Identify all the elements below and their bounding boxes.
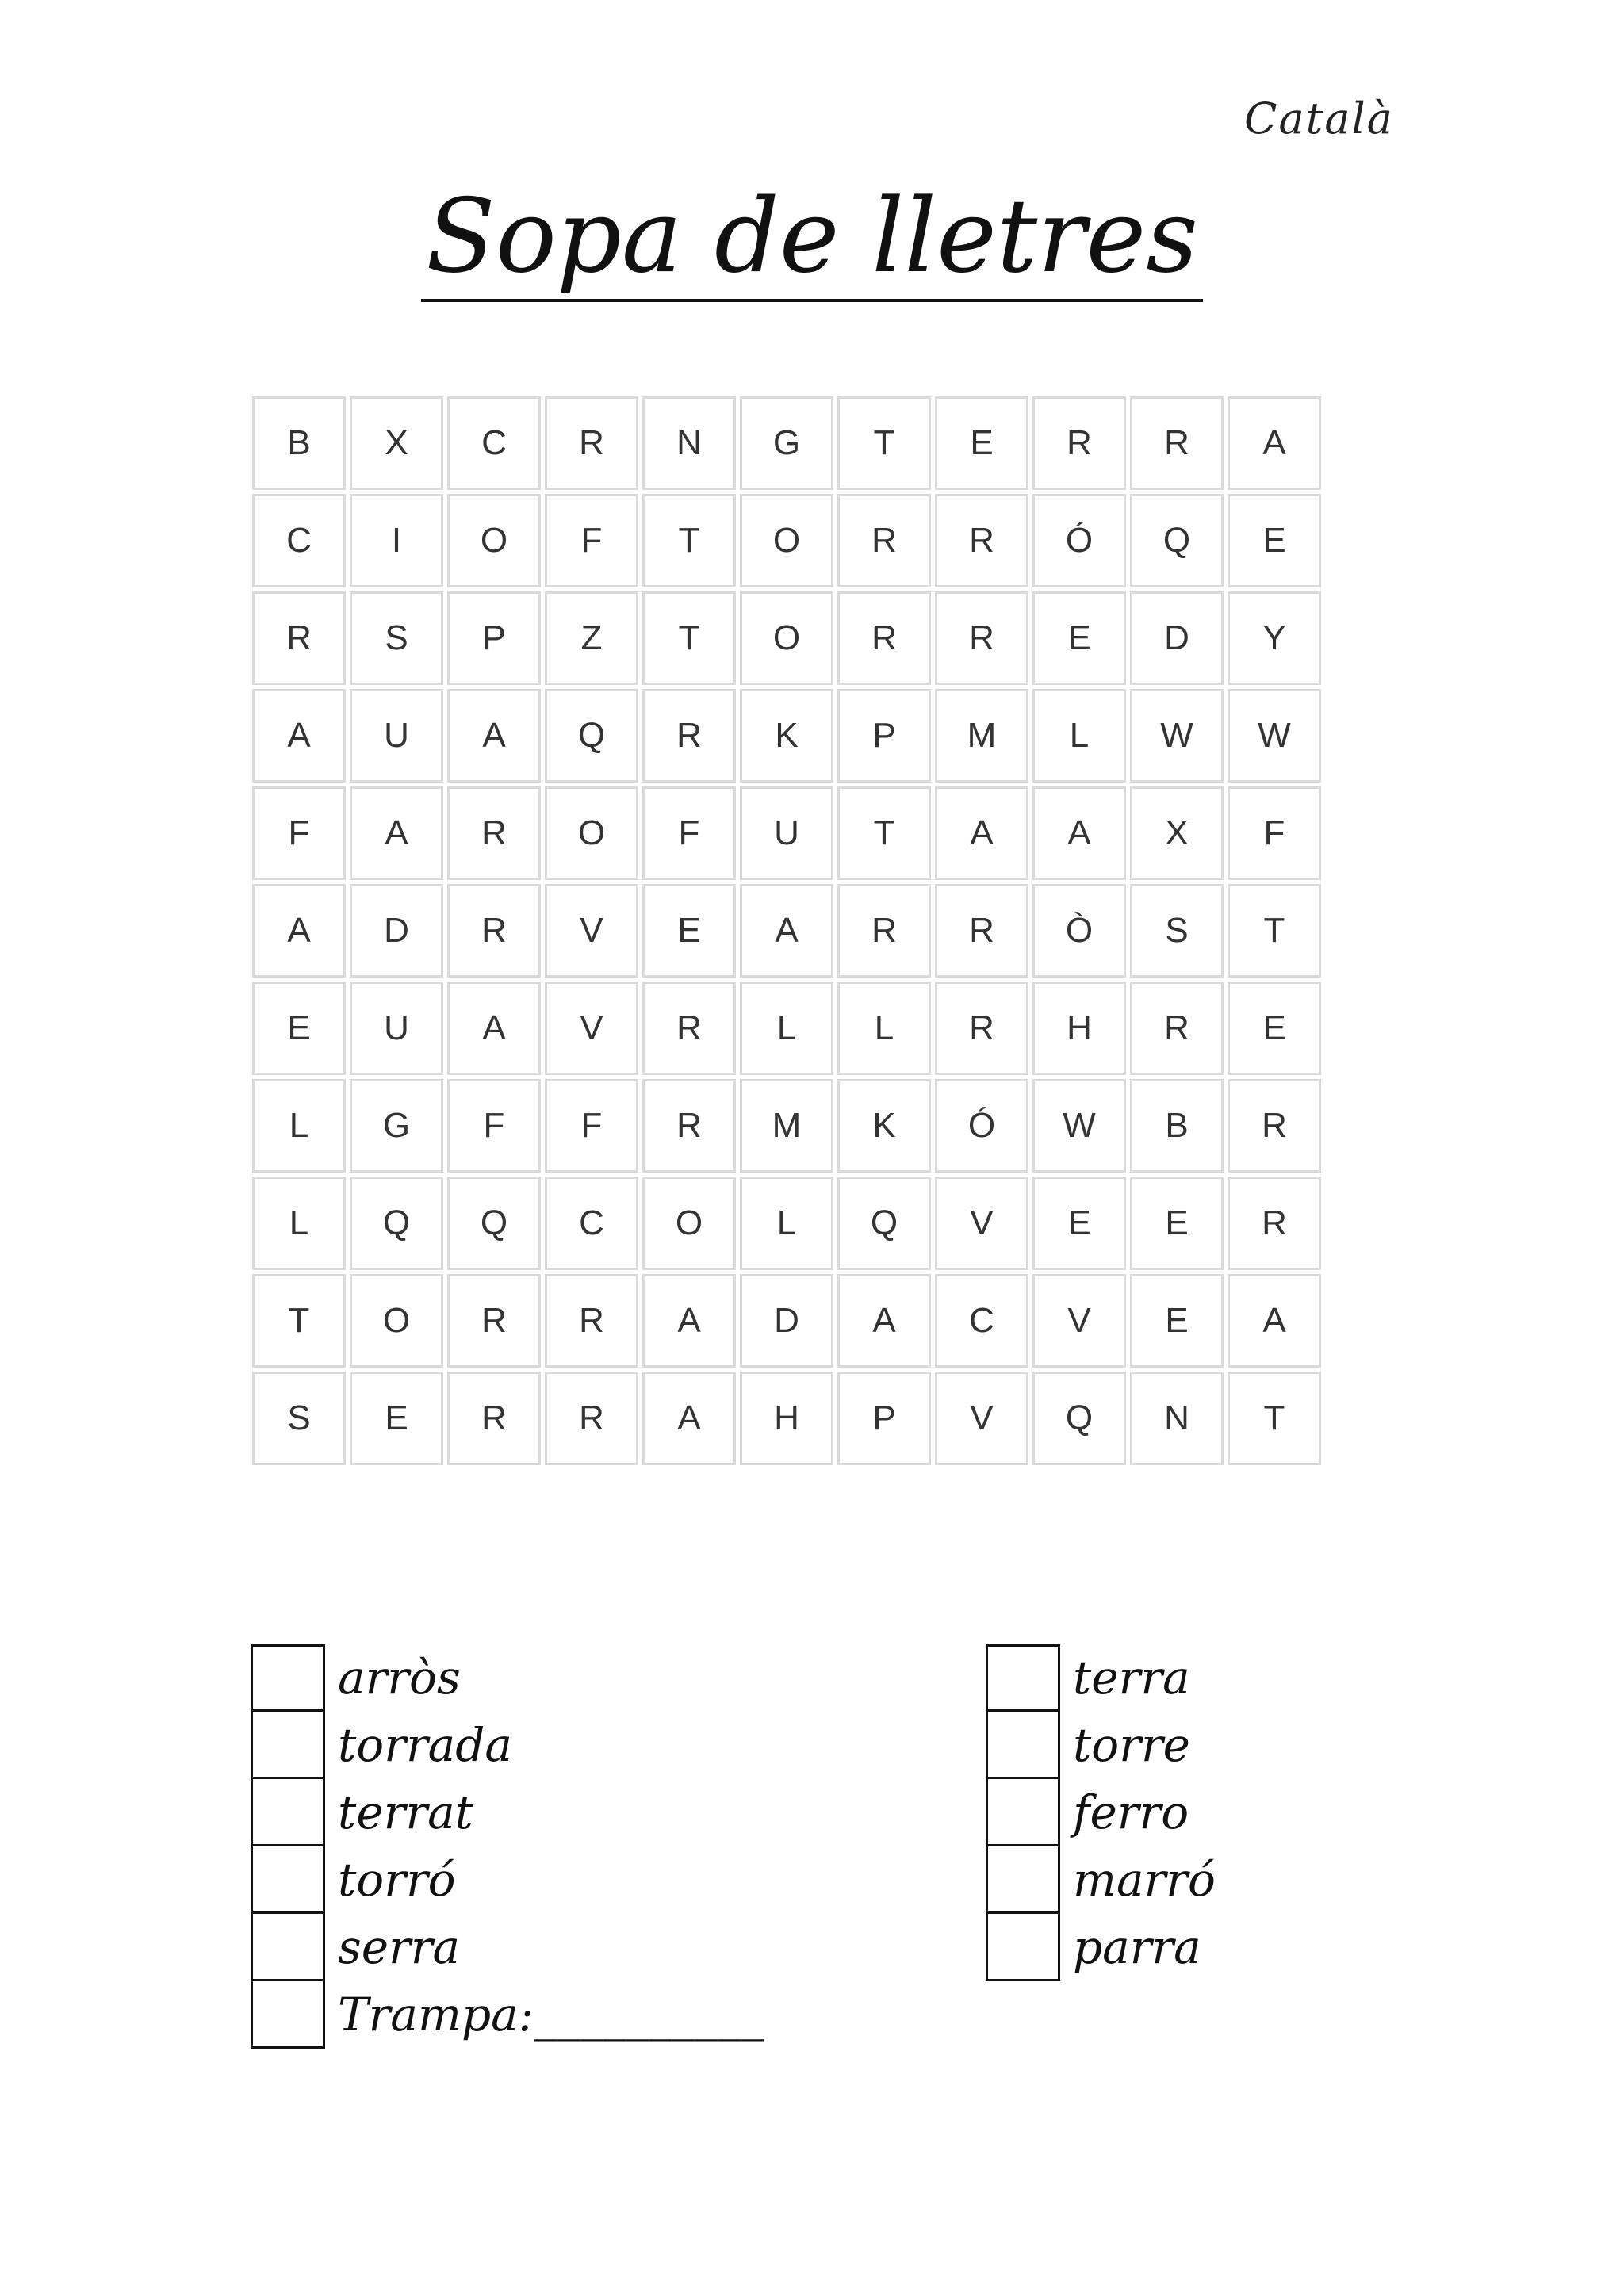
grid-cell[interactable]: Q [545,689,638,783]
grid-cell[interactable]: C [935,1274,1028,1368]
grid-cell[interactable]: C [447,396,541,490]
word-checkbox[interactable] [986,1644,1060,1712]
word-list-left [251,1644,764,2049]
grid-cell[interactable]: T [1228,1372,1321,1465]
grid-cell[interactable]: E [1228,982,1321,1075]
subject-label: Català [1244,94,1394,144]
grid-cell[interactable]: R [252,591,346,685]
grid-cell[interactable]: F [545,1079,638,1173]
grid-cell[interactable]: X [1130,786,1224,880]
word-checkbox[interactable] [251,1779,325,1846]
word-label: torrada [338,1718,512,1772]
grid-cell[interactable]: R [1032,396,1126,490]
grid-cell[interactable]: B [252,396,346,490]
grid-cell[interactable]: R [1130,396,1224,490]
grid-cell[interactable]: O [740,494,833,587]
grid-cell[interactable]: E [935,396,1028,490]
grid-cell[interactable]: A [447,689,541,783]
grid-cell[interactable]: P [447,591,541,685]
grid-cell[interactable]: H [1032,982,1126,1075]
grid-cell[interactable]: A [642,1372,736,1465]
grid-cell[interactable]: R [447,1372,541,1465]
grid-cell[interactable]: Ó [935,1079,1028,1173]
word-label: terrat [338,1785,473,1839]
grid-cell[interactable]: A [642,1274,736,1368]
grid-cell[interactable]: Y [1228,591,1321,685]
grid-cell[interactable]: R [1228,1079,1321,1173]
grid-cell[interactable]: Q [447,1177,541,1270]
grid-cell[interactable]: T [837,396,931,490]
grid-cell[interactable]: R [642,689,736,783]
grid-cell[interactable]: K [740,689,833,783]
grid-cell[interactable]: U [740,786,833,880]
word-label: ferro [1073,1785,1189,1839]
grid-cell[interactable]: I [350,494,443,587]
grid-cell[interactable]: T [642,591,736,685]
grid-cell[interactable]: W [1228,689,1321,783]
grid-cell[interactable]: B [1130,1079,1224,1173]
grid-cell[interactable]: M [935,689,1028,783]
grid-cell[interactable]: D [740,1274,833,1368]
grid-cell[interactable]: K [837,1079,931,1173]
page-title-text: Sopa de lletres [421,178,1203,302]
grid-cell[interactable]: O [350,1274,443,1368]
grid-cell[interactable]: V [545,884,638,978]
word-search-grid [252,396,1321,1465]
grid-cell[interactable]: Q [1032,1372,1126,1465]
grid-cell[interactable]: L [252,1079,346,1173]
grid-cell[interactable]: M [740,1079,833,1173]
grid-cell[interactable]: O [447,494,541,587]
grid-cell[interactable]: E [1228,494,1321,587]
grid-cell[interactable]: E [252,982,346,1075]
word-checkbox[interactable] [986,1914,1060,1981]
grid-cell[interactable]: R [837,884,931,978]
grid-cell[interactable]: S [350,591,443,685]
grid-cell[interactable]: L [740,982,833,1075]
grid-cell[interactable]: V [935,1177,1028,1270]
grid-cell[interactable]: R [545,1372,638,1465]
word-checkbox[interactable] [986,1712,1060,1779]
grid-cell[interactable]: Q [837,1177,931,1270]
grid-cell[interactable]: D [1130,591,1224,685]
grid-cell[interactable]: E [1130,1274,1224,1368]
word-list-item [251,1846,764,1914]
grid-cell[interactable]: E [1032,591,1126,685]
word-checkbox[interactable] [251,1712,325,1779]
grid-cell[interactable]: R [642,982,736,1075]
grid-cell[interactable]: A [350,786,443,880]
word-label: terra [1073,1651,1190,1705]
grid-cell[interactable]: F [545,494,638,587]
grid-cell[interactable]: L [837,982,931,1075]
grid-cell[interactable]: V [1032,1274,1126,1368]
grid-cell[interactable]: T [1228,884,1321,978]
grid-cell[interactable]: R [642,1079,736,1173]
grid-cell[interactable]: A [447,982,541,1075]
grid-cell[interactable]: R [545,1274,638,1368]
grid-cell[interactable]: R [1228,1177,1321,1270]
word-list-item [986,1779,1216,1846]
grid-cell[interactable]: U [350,982,443,1075]
grid-cell[interactable]: A [740,884,833,978]
grid-cell[interactable]: Q [1130,494,1224,587]
grid-cell[interactable]: A [252,689,346,783]
word-list-item [251,1981,764,2049]
grid-cell[interactable]: A [1228,1274,1321,1368]
grid-cell[interactable]: F [642,786,736,880]
grid-cell[interactable]: A [1228,396,1321,490]
grid-cell[interactable]: P [837,1372,931,1465]
word-list-item [986,1914,1216,1981]
word-checkbox[interactable] [251,1644,325,1712]
grid-cell[interactable]: O [545,786,638,880]
word-label: torró [338,1853,456,1907]
grid-cell[interactable]: T [837,786,931,880]
word-label: arròs [338,1651,461,1705]
grid-cell[interactable]: R [837,494,931,587]
grid-cell[interactable]: P [837,689,931,783]
grid-cell[interactable]: G [350,1079,443,1173]
grid-cell[interactable]: N [642,396,736,490]
grid-cell[interactable]: C [252,494,346,587]
grid-cell[interactable]: E [1130,1177,1224,1270]
grid-cell[interactable]: G [740,396,833,490]
grid-cell[interactable]: R [935,982,1028,1075]
grid-cell[interactable]: A [837,1274,931,1368]
grid-cell[interactable]: A [252,884,346,978]
word-label: serra [338,1920,461,1974]
grid-cell[interactable]: Q [350,1177,443,1270]
grid-cell[interactable]: C [545,1177,638,1270]
grid-cell[interactable]: S [252,1372,346,1465]
grid-cell[interactable]: Ó [1032,494,1126,587]
grid-cell[interactable]: U [350,689,443,783]
word-checkbox[interactable] [251,1846,325,1914]
grid-cell[interactable]: L [740,1177,833,1270]
grid-cell[interactable]: Z [545,591,638,685]
grid-cell[interactable]: A [1032,786,1126,880]
grid-cell[interactable]: L [252,1177,346,1270]
word-list-right [986,1644,1216,1981]
word-list-item [986,1644,1216,1712]
grid-cell[interactable]: R [447,1274,541,1368]
grid-cell[interactable]: Ò [1032,884,1126,978]
grid-cell[interactable]: R [935,884,1028,978]
word-label: parra [1073,1920,1201,1974]
word-checkbox[interactable] [251,1914,325,1981]
grid-cell[interactable]: W [1130,689,1224,783]
grid-cell[interactable]: E [350,1372,443,1465]
grid-cell[interactable]: T [252,1274,346,1368]
grid-cell[interactable]: F [252,786,346,880]
grid-cell[interactable]: R [447,786,541,880]
grid-cell[interactable]: O [740,591,833,685]
word-label: Trampa:__________ [338,1988,764,2042]
grid-cell[interactable]: O [642,1177,736,1270]
word-checkbox[interactable] [986,1846,1060,1914]
grid-cell[interactable]: F [1228,786,1321,880]
page-title [0,178,1624,296]
grid-cell[interactable]: S [1130,884,1224,978]
word-list-item [251,1712,764,1779]
grid-cell[interactable]: R [545,396,638,490]
grid-cell[interactable]: H [740,1372,833,1465]
grid-cell[interactable]: E [1032,1177,1126,1270]
grid-cell[interactable]: V [935,1372,1028,1465]
grid-cell[interactable]: E [642,884,736,978]
grid-cell[interactable]: V [545,982,638,1075]
grid-cell[interactable]: W [1032,1079,1126,1173]
word-checkbox[interactable] [251,1981,325,2049]
word-list-item [251,1779,764,1846]
grid-cell[interactable]: L [1032,689,1126,783]
word-list-item [986,1846,1216,1914]
word-list-item [251,1914,764,1981]
grid-cell[interactable]: N [1130,1372,1224,1465]
grid-cell[interactable]: A [935,786,1028,880]
word-checkbox[interactable] [986,1779,1060,1846]
grid-cell[interactable]: R [447,884,541,978]
grid-cell[interactable]: R [1130,982,1224,1075]
grid-cell[interactable]: D [350,884,443,978]
word-label: torre [1073,1718,1191,1772]
grid-cell[interactable]: R [837,591,931,685]
word-list-item [251,1644,764,1712]
grid-cell[interactable]: T [642,494,736,587]
word-list-item [986,1712,1216,1779]
word-label: marró [1073,1853,1216,1907]
grid-cell[interactable]: X [350,396,443,490]
grid-cell[interactable]: R [935,591,1028,685]
grid-cell[interactable]: R [935,494,1028,587]
grid-cell[interactable]: F [447,1079,541,1173]
